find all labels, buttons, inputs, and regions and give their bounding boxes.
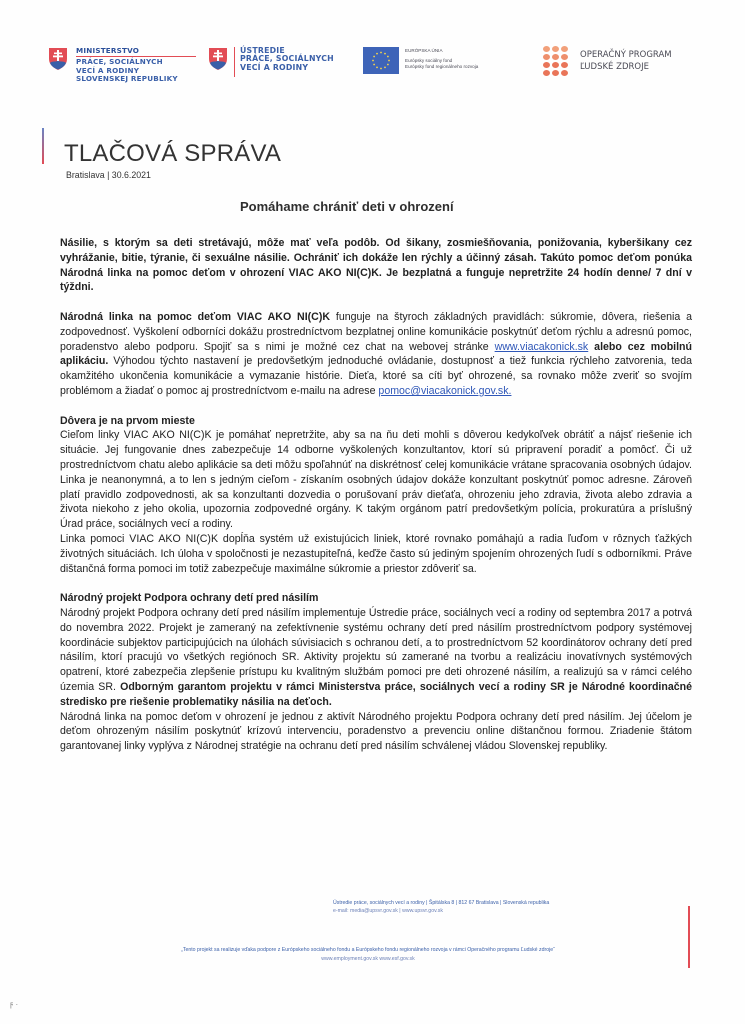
footer-address-line: Ústredie práce, sociálnych vecí a rodiny | Špitálska 8 | 812 67 Bratislava | Slovenská republika [333,900,550,906]
ministry-line: MINISTERSTVO [76,47,196,57]
op-line: OPERAČNÝ PROGRAM [580,49,672,60]
footer-urls: www.employment.gov.sk www.esf.gov.sk [321,955,415,962]
upsvr-line: ÚSTREDIE [240,46,285,55]
title-accent-bar [42,128,44,164]
eu-logo [363,47,478,74]
ministry-line: VECÍ A RODINY [76,65,140,75]
upsvr-line: VECÍ A RODINY [240,62,309,72]
website-link[interactable]: www.viacakonick.sk [494,340,589,353]
intro-paragraph [60,310,692,399]
eu-line: Európsky fond regionálneho rozvoja [405,64,479,69]
email-link[interactable]: pomoc@viacakonick.gov.sk. [378,384,512,397]
slovak-coat-of-arms-icon [48,47,68,71]
dateline: Bratislava | 30.6.2021 [66,170,151,180]
lead-paragraph: Násilie, s ktorým sa deti stretávajú, môže mať veľa podôb. Od šikany, zosmiešňovania, ponižovania, kyberšikany cez vyhrážanie, bitie, týranie, či sexuálne násilie. Ochrániť ich dokáže len rýchly a účinný zásah. Takúto pomoc deťom ponúka Národná linka na pomoc deťom v ohrození VIAC AKO NI(C)K. Je bezplatná a funguje nepretržite 24 hodín denne/ 7 dní v týždni. [60,237,692,294]
scan-mark: ϝ · [10,1000,19,1009]
eu-line: Európsky sociálny fond [405,58,453,63]
slovak-coat-of-arms-icon [208,47,228,71]
op-line: ĽUDSKÉ ZDROJE [580,62,649,72]
footer-contact-line: e-mail: media@upsvr.gov.sk | www.upsvr.gov.sk [333,908,443,914]
section-paragraph: Cieľom linky VIAC AKO NI(C)K je pomáhať nepretržite, aby sa na ňu deti mohli s dôverou kedykoľvek obrátiť a nájsť riešenie ich situácie. Jej fungovanie dnes zabezpečuje 14 odborne vyškolených konzultantov, ktorí sú pripravení poradiť a pomôcť. Či už prostredníctvom chatu alebo aplikácie sa deti môžu spoľahnúť na diskrétnosť celej komunikácie vrátane spracovania osobných údajov. Linka je neanonymná, a to len s jedným cieľom - získaním osobných údajov dokáže konzultant poskytnúť pomoc adresne. Zároveň platí pravidlo zodpovednosti, ak sa konzultanti dozvedia o porušovaní práv dieťaťa, ohrozeniu jeho zdravia, života alebo zdravia a života niekoho z jeho okolia, upozornia zodpovedné orgány. K takým orgánom patrí predovšetkým polícia, prokuratúra a príslušný Úrad práce, sociálnych vecí a rodiny. [60,429,692,531]
upsvr-logo [208,47,334,77]
ministry-logo [48,47,196,84]
intro-bold-mid: alebo cez mobilnú aplikáciu. [60,340,692,368]
section-paragraph: Národná linka na pomoc deťom v ohrození je jednou z aktivít Národného projektu Podpora ochrany detí pred násilím. Jej účelom je deťom ohrozeným násilím poskytnúť krízovú intervenciu, poradenstvo a prevenciu online dištančnou formou. Zriadenie štátom garantovanej linky vyplýva z Národnej stratégie na ochranu detí pred násilím schválenej vládou Slovenskej republiky. [60,710,692,753]
footer-funding-note [68,946,668,963]
footer-address [333,899,549,915]
section-heading: Dôvera je na prvom mieste [60,414,195,427]
section-paragraph: Linka pomoci VIAC AKO NI(C)K dopĺňa systém už existujúcich liniek, ktoré rovnako pomáhajú a radia ľuďom v rôznych ťažkých životných situáciách. Ich úloha v spoločnosti je nezastupiteľná, keďže často sú jediným spojením ohrozených ľudí s odborníkmi. Práve dištančná forma pomoci im totiž zabezpečuje maximálne súkromie a priestor zdôveriť sa. [60,532,692,575]
op-logo [543,46,672,76]
section-paragraph [60,606,692,710]
upsvr-line: PRÁCE, SOCIÁLNYCH [240,54,334,64]
project-bold: Odborným garantom projektu v rámci Ministerstva práce, sociálnych vecí a rodiny SR je Národné koordinačné stredisko pre riešenie problematiky násilia na deťoch. [60,680,692,708]
dots-grid-icon [543,46,567,76]
footer-quote-text: „Tento projekt sa realizuje vďaka podpore z Európskeho sociálneho fondu a Európskeho fondu regionálneho rozvoja v rámci Operačného programu Ľudské zdroje“ [181,947,555,953]
eu-flag-icon [363,47,399,74]
eu-title: EURÓPSKA ÚNIA [405,48,443,53]
intro-bold-start: Národná linka na pomoc deťom VIAC AKO NI(C)K [60,310,331,323]
section-heading: Národný projekt Podpora ochrany detí pred násilím [60,592,319,605]
ministry-line: PRÁCE, SOCIÁLNYCH [76,57,163,67]
footer-accent-rule [688,906,690,968]
document-type-title: TLAČOVÁ SPRÁVA [64,140,282,167]
intro-text-b: Výhodou týchto nastavení je predovšetkým jednoduché ovládanie, dostupnosť a tiež funkcia rýchleho zatvorenia, teda okamžitého ukončenia komunikácie a vymazanie histórie. Dieťa, ktoré sa cíti byť ohrozené, sa rovnako môže zveriť so svojím problémom a žiadať o pomoc aj prostredníctvom e-mailu na adrese [60,355,692,397]
ministry-line: SLOVENSKEJ REPUBLIKY [76,74,178,84]
document-body [60,236,692,754]
intro-text-a: funguje na štyroch základných pravidlách: súkromie, dôvera, riešenia a zodpovednosť. Vyškolení odborníci dokážu prostredníctvom bezplatnej online komunikácie poskytnúť deťom rýchlu a adresnú pomoc, poradenstvo alebo podporu. Spojiť sa s nimi je možné cez chat na webovej stránke [60,310,692,353]
headline: Pomáhame chrániť deti v ohrození [240,199,454,214]
project-text: Národný projekt Podpora ochrany detí pred násilím implementuje Ústredie práce, sociálnych vecí a rodiny od septembra 2017 a potrvá do novembra 2022. Projekt je zameraný na zefektívnenie systému ochrany detí pred násilím prostredníctvom podpory systémovej koordinácie subjektov participujúcich na úlohách súvisiacich s ochranou detí, a to prostredníctvom 52 koordinátorov ochrany detí pred násilím, ktorí pracujú vo všetkých regiónoch SR. Aktivity projektu sú zamerané na tvorbu a realizáciu inovatívnych systémových opatrení, ktoré zabezpečia zlepšenie prístupu ku kvalitným službám pomoci pre deti ohrozené násilím, a realizujú sa v rámci celého územia SR. [60,606,692,693]
